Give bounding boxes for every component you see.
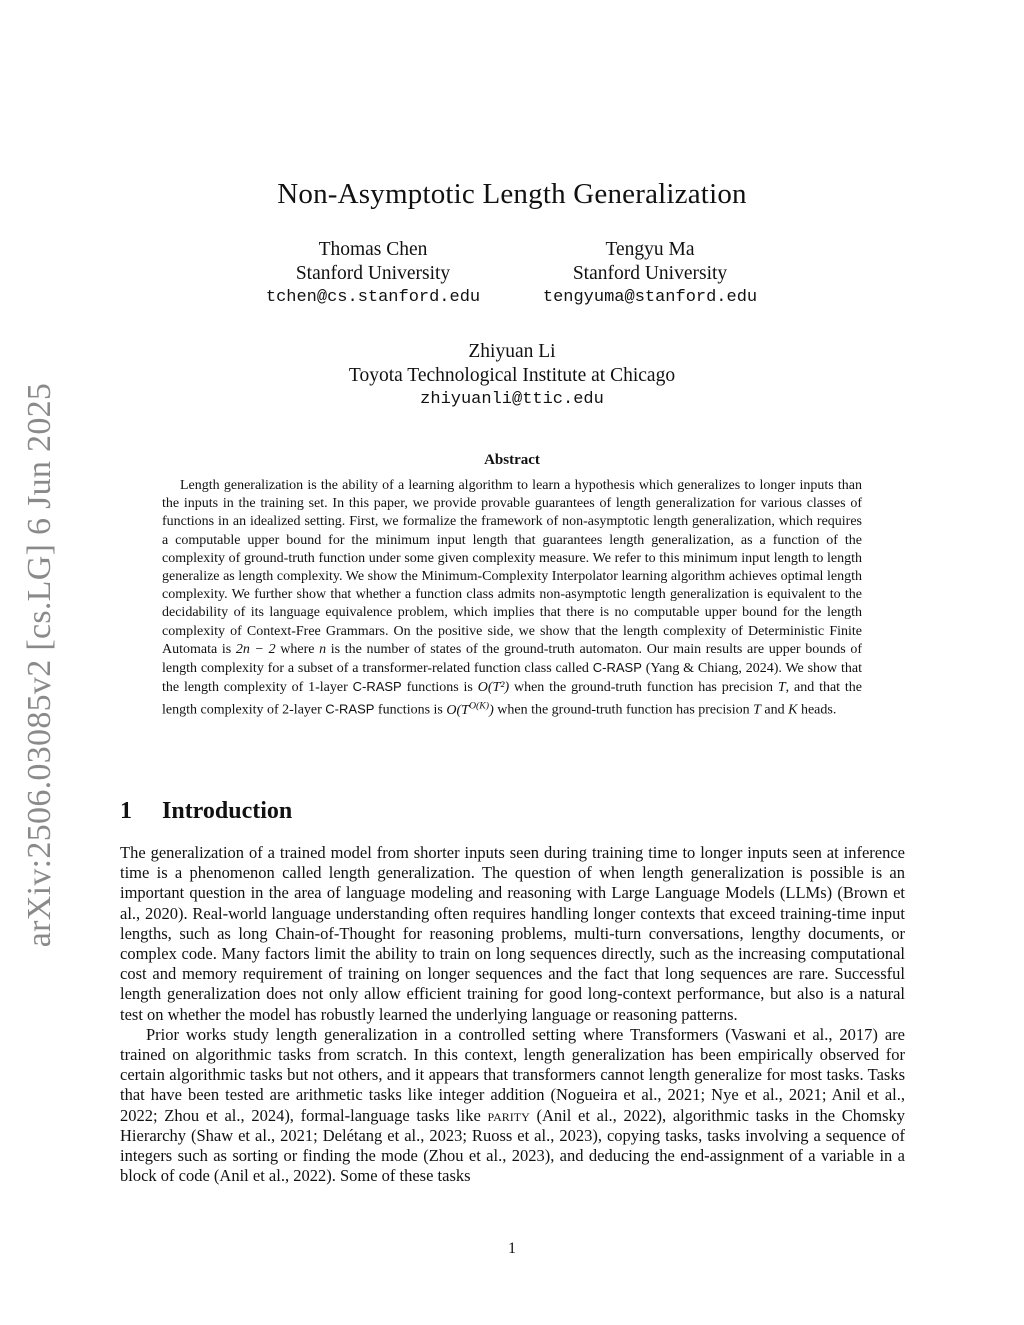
- section-number: 1: [120, 798, 132, 824]
- crasp-term: C-RASP: [325, 702, 375, 718]
- math-dfa-bound: 2n − 2: [235, 641, 276, 657]
- abstract-text-part: heads.: [797, 703, 837, 719]
- math-variable-n: n: [319, 641, 327, 657]
- author-affiliation: Stanford University: [572, 263, 728, 284]
- math-variable-t: T: [777, 680, 786, 696]
- math-bound-2layer: $O(T^{O(K)})$: [446, 700, 494, 719]
- author-name: Thomas Chen: [318, 239, 428, 260]
- paper-title: Non-Asymptotic Length Generalization: [277, 178, 747, 210]
- section-heading: [120, 798, 292, 825]
- arxiv-identifier: arXiv:2506.03085v2 [cs.LG] 6 Jun 2025: [21, 382, 59, 948]
- page-number: 1: [508, 1240, 516, 1257]
- crasp-term: C-RASP: [592, 660, 642, 676]
- abstract-heading: Abstract: [484, 452, 540, 468]
- math-variable-k: K: [788, 703, 798, 719]
- abstract-text-part: when the ground-truth function has precision: [509, 680, 778, 696]
- author-block: [312, 340, 712, 412]
- intro-text-part: (Anil et al., 2022), algorithmic tasks in the Chomsky Hierarchy (Shaw et al., 2021; Delétang et al., 2023; Ruoss et al., 2023), copying tasks, tasks involving a sequence of integers such as sorting or finding the mode (Zhou et al., 2023), and deducing the end-assignment of a variable in a block of code (Anil et al., 2022). Some of these tasks: [120, 1105, 905, 1186]
- abstract-text-part: (Yang & Chiang, 2024). We show that the length complexity of 1-layer: [162, 661, 862, 696]
- author-affiliation: Toyota Technological Institute at Chicago: [348, 365, 676, 386]
- abstract-text-part: functions is: [374, 703, 447, 719]
- author-email: tengyuma@stanford.edu: [542, 288, 758, 307]
- abstract-text-part: when the ground-truth function has precision: [493, 703, 754, 719]
- intro-paragraph: [120, 1025, 905, 1187]
- abstract-text-part: Length generalization is the ability of a learning algorithm to learn a hypothesis which generalizes to longer inputs than the inputs in the training set. In this paper, we provide provable guarantees of length generalization for various classes of functions in an idealized setting. First, we formalize the framework of non-asymptotic length generalization, which requires a computable upper bound for the minimum input length that guarantees length generalization, as a function of the complexity of ground-truth function under some given complexity measure. We refer to this minimum input length to length generalize as length complexity. We show the Minimum-Complexity Interpolator learning algorithm achieves optimal length complexity. We further show that whether a function class admits non-asymptotic length generalization is equivalent to the decidability of its language equivalence problem, which implies that there is no computable upper bound for the length complexity of Context-Free Grammars. On the positive side, we show that the length complexity of Deterministic Finite Automata is: [162, 478, 862, 657]
- author-email: tchen@cs.stanford.edu: [265, 288, 481, 307]
- author-name: Zhiyuan Li: [468, 341, 556, 362]
- crasp-term: C-RASP: [352, 679, 402, 695]
- author-block: [530, 238, 770, 310]
- abstract-text-part: where: [275, 641, 320, 657]
- intro-text-part: Prior works study length generalization in a controlled setting where Transformers (Vaswani et al., 2017) are trained on algorithmic tasks from scratch. In this context, length generalization has been empirically observed for certain algorithmic tasks but not others, and it appears that transformers cannot length generalize for most tasks. Tasks that have been tested are arithmetic tasks like integer addition (Nogueira et al., 2021; Nye et al., 2021; Anil et al., 2022; Zhou et al., 2024), formal-language tasks like: [120, 1024, 905, 1125]
- section-title: Introduction: [162, 798, 293, 824]
- abstract-text-part: is the number of states of the ground-truth automaton. Our main results are upper bounds of length complexity for a subset of a transformer-related function class called: [162, 641, 863, 677]
- abstract-text-part: , and that the length complexity of 2-layer: [162, 680, 863, 719]
- author-affiliation: Stanford University: [295, 263, 451, 284]
- abstract-text-part: and: [760, 703, 789, 719]
- author-name: Tengyu Ma: [605, 239, 695, 260]
- author-email: zhiyuanli@ttic.edu: [420, 390, 604, 409]
- intro-paragraph: The generalization of a trained model from shorter inputs seen during training time to longer inputs seen at inference time is a phenomenon called length generalization. The question of when length generalization is possible is an important question in the area of language modeling and reasoning with Large Language Models (LLMs) (Brown et al., 2020). Real-world language understanding often requires handling longer contexts that exceed training-time input lengths, such as long Chain-of-Thought for reasoning problems, multi-turn conversations, lengthy documents, or complex code. Many factors limit the ability to train on long sequences directly, such as the increasing computational cost and memory requirement of training on longer sequences and the fact that long sequences are rare. Successful length generalization does not only allow efficient training for good long-context performance, but also is a natural test on whether the model has robustly learned the underlying language or reasoning patterns.: [120, 843, 905, 1024]
- author-block: [258, 238, 488, 310]
- introduction-body: [120, 843, 905, 1186]
- abstract-text-part: functions is: [401, 680, 478, 696]
- math-bound-1layer: O(T²): [477, 680, 510, 696]
- arxiv-identifier-stamp: [18, 382, 62, 948]
- abstract-text: [162, 477, 862, 720]
- parity-term: parity: [487, 1105, 530, 1125]
- math-variable-t: T: [753, 703, 761, 719]
